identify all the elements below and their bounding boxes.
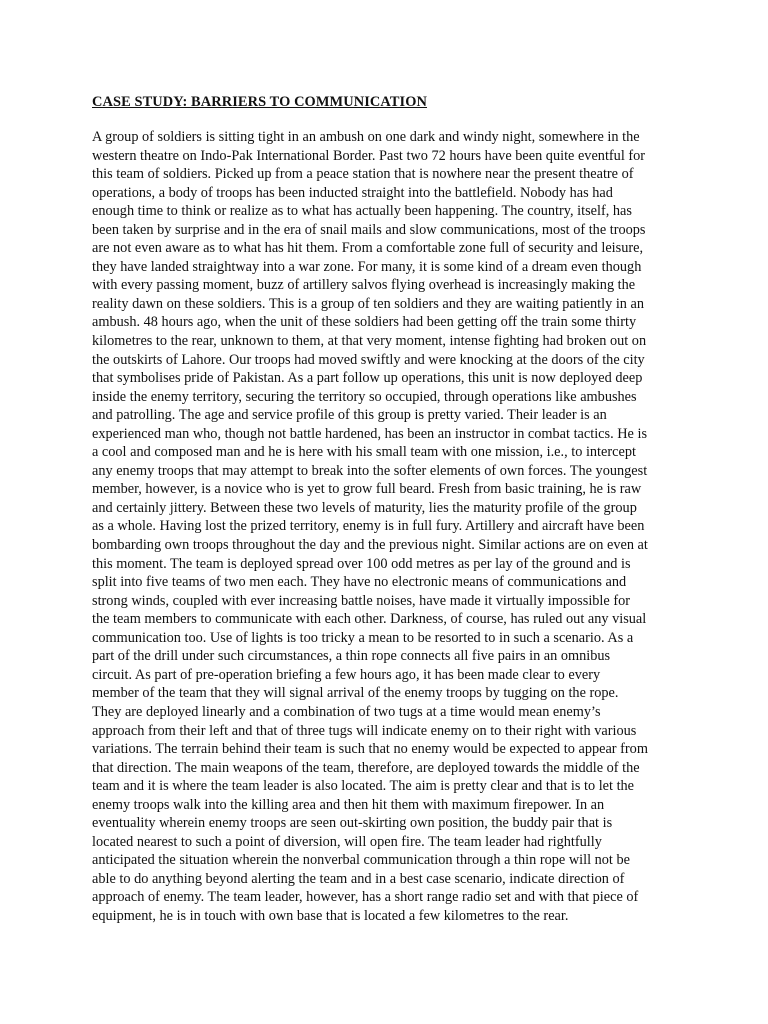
- body-text-line: and patrolling. The age and service profile of this group is pretty varied. Their leader is an: [92, 407, 607, 424]
- body-text-line: that direction. The main weapons of the team, therefore, are deployed towards the middle of the: [92, 759, 640, 776]
- document-title: CASE STUDY: BARRIERS TO COMMUNICATION: [92, 94, 428, 110]
- body-text-line: anticipated the situation wherein the nonverbal communication through a thin rope will not be: [92, 852, 630, 869]
- body-text-line: A group of soldiers is sitting tight in an ambush on one dark and windy night, somewhere in the: [92, 129, 640, 145]
- body-text-line: western theatre on Indo-Pak International Border. Past two 72 hours have been quite eventful for: [92, 147, 646, 164]
- body-text-line: operations, a body of troops has been inducted straight into the battlefield. Nobody has had: [92, 184, 613, 201]
- body-text-line: bombarding own troops throughout the day and the previous night. Similar actions are on even at: [92, 537, 648, 554]
- body-text-line: that symbolises pride of Pakistan. As a part follow up operations, this unit is now deployed deep: [92, 370, 643, 387]
- body-text-line: located nearest to such a point of diversion, will open fire. The team leader had rightfully: [92, 833, 602, 850]
- body-text-line: experienced man who, though not battle hardened, has been an instructor in combat tactics. He is: [92, 425, 648, 442]
- body-text-line: the outskirts of Lahore. Our troops had moved swiftly and were knocking at the doors of the city: [92, 351, 645, 368]
- body-text-line: ambush. 48 hours ago, when the unit of these soldiers had been getting off the train some thirty: [92, 314, 637, 331]
- body-text-line: enough time to think or realize as to what has actually been happening. The country, itself, has: [92, 203, 632, 220]
- body-text-line: member, however, is a novice who is yet to grow full beard. Fresh from basic training, he is raw: [92, 481, 642, 498]
- body-text-line: this team of soldiers. Picked up from a peace station that is nowhere near the present theatre of: [92, 166, 634, 183]
- body-text-line: strong winds, coupled with ever increasing battle noises, have made it virtually impossible for: [92, 592, 630, 609]
- body-text-line: approach from their left and that of three tugs will indicate enemy on to their right with various: [92, 722, 637, 739]
- body-text-line: inside the enemy territory, securing the territory so occupied, through operations like ambushes: [92, 388, 637, 405]
- body-text-line: a cool and composed man and he is here with his small team with one mission, i.e., to intercept: [92, 444, 636, 461]
- body-text-line: reality dawn on these soldiers. This is a group of ten soldiers and they are waiting patiently in an: [92, 295, 645, 312]
- body-text-line: approach of enemy. The team leader, however, has a short range radio set and with that piece of: [92, 889, 639, 906]
- body-text-line: the team members to communicate with each other. Darkness, of course, has ruled out any visual: [92, 611, 647, 628]
- body-text-line: eventuality wherein enemy troops are seen out-skirting own position, the buddy pair that is: [92, 815, 613, 832]
- body-text-line: part of the drill under such circumstances, a thin rope connects all five pairs in an omnibus: [92, 648, 611, 665]
- body-text-line: split into five teams of two men each. They have no electronic means of communications and: [92, 574, 627, 591]
- body-text-line: circuit. As part of pre-operation briefing a few hours ago, it has been made clear to every: [92, 666, 601, 683]
- body-text-line: kilometres to the rear, unknown to them, at that very moment, intense fighting had broken out on: [92, 333, 647, 350]
- document-content: [92, 93, 710, 926]
- body-text-line: with every passing moment, buzz of artillery salvos flying overhead is increasingly making the: [92, 277, 636, 294]
- body-text-line: able to do anything beyond alerting the team and in a best case scenario, indicate direction of: [92, 870, 625, 887]
- body-text-line: this moment. The team is deployed spread over 100 odd metres as per lay of the ground and is: [92, 555, 631, 572]
- body-text-line: team and it is where the team leader is also located. The aim is pretty clear and that is to let the: [92, 778, 635, 795]
- body-text-line: as a whole. Having lost the prized territory, enemy is in full fury. Artillery and aircraft have been: [92, 518, 645, 535]
- body-text-line: variations. The terrain behind their team is such that no enemy would be expected to appear from: [92, 741, 648, 758]
- body-text-line: equipment, he is in touch with own base that is located a few kilometres to the rear.: [92, 907, 569, 924]
- body-text-line: are not even aware as to what has hit them. From a comfortable zone full of security and leisure,: [92, 240, 644, 257]
- body-text-line: and certainly jittery. Between these two levels of maturity, lies the maturity profile of the group: [92, 499, 637, 516]
- document-body: [92, 128, 710, 926]
- body-text-line: They are deployed linearly and a combination of two tugs at a time would mean enemy’s: [92, 703, 601, 720]
- body-text-line: communication too. Use of lights is too tricky a mean to be resorted to in such a scenario. As a: [92, 629, 634, 646]
- body-text-line: been taken by surprise and in the era of snail mails and slow communications, most of the troops: [92, 221, 646, 238]
- body-text-line: member of the team that they will signal arrival of the enemy troops by tugging on the rope.: [92, 685, 619, 702]
- body-text-line: they have landed straightway into a war zone. For many, it is some kind of a dream even though: [92, 258, 642, 275]
- body-text-line: enemy troops walk into the killing area and then hit them with maximum firepower. In an: [92, 796, 605, 813]
- body-text-line: any enemy troops that may attempt to break into the softer elements of own forces. The youngest: [92, 462, 648, 479]
